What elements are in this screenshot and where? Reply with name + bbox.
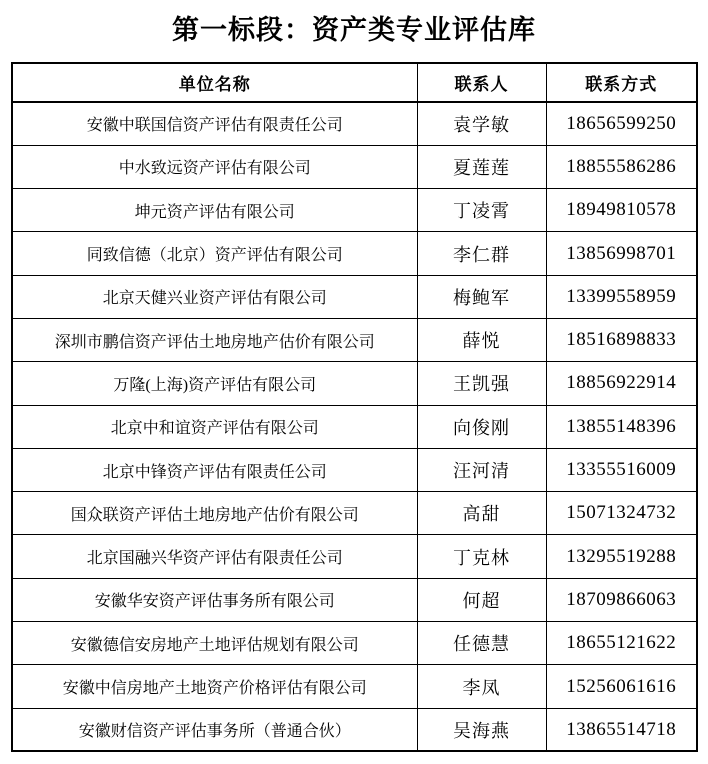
contact-cell: 汪河清 <box>417 448 546 491</box>
table-row <box>12 102 697 145</box>
contact-cell: 向俊刚 <box>417 405 546 448</box>
table-row <box>12 362 697 405</box>
table-row <box>12 232 697 275</box>
company-cell: 安徽华安资产评估事务所有限公司 <box>12 578 417 621</box>
table-row <box>12 665 697 708</box>
contact-cell: 袁学敏 <box>417 102 546 145</box>
phone-cell: 18949810578 <box>546 189 697 232</box>
contact-cell: 李凤 <box>417 665 546 708</box>
company-cell: 同致信德（北京）资产评估有限公司 <box>12 232 417 275</box>
contact-cell: 王凯强 <box>417 362 546 405</box>
phone-cell: 18856922914 <box>546 362 697 405</box>
phone-cell: 13295519288 <box>546 535 697 578</box>
contact-cell: 吴海燕 <box>417 708 546 751</box>
table-row <box>12 622 697 665</box>
contact-cell: 丁凌霄 <box>417 189 546 232</box>
company-cell: 安徽财信资产评估事务所（普通合伙） <box>12 708 417 751</box>
company-cell: 安徽德信安房地产土地评估规划有限公司 <box>12 622 417 665</box>
table-row <box>12 708 697 751</box>
contact-cell: 丁克林 <box>417 535 546 578</box>
contact-cell: 任德慧 <box>417 622 546 665</box>
table-row <box>12 145 697 188</box>
company-cell: 北京天健兴业资产评估有限公司 <box>12 275 417 318</box>
page-title: 第一标段：资产类专业评估库 <box>172 15 536 45</box>
header-contact: 联系人 <box>417 63 546 102</box>
table-row <box>12 578 697 621</box>
header-phone: 联系方式 <box>546 63 697 102</box>
table-row <box>12 492 697 535</box>
table-row <box>12 275 697 318</box>
phone-cell: 18709866063 <box>546 578 697 621</box>
phone-cell: 15071324732 <box>546 492 697 535</box>
phone-cell: 13856998701 <box>546 232 697 275</box>
phone-cell: 13865514718 <box>546 708 697 751</box>
company-cell: 万隆(上海)资产评估有限公司 <box>12 362 417 405</box>
header-row <box>12 63 697 102</box>
table-row <box>12 448 697 491</box>
phone-cell: 18655121622 <box>546 622 697 665</box>
contact-cell: 夏莲莲 <box>417 145 546 188</box>
phone-cell: 13355516009 <box>546 448 697 491</box>
contact-cell: 何超 <box>417 578 546 621</box>
phone-cell: 18516898833 <box>546 318 697 361</box>
phone-cell: 15256061616 <box>546 665 697 708</box>
table-row <box>12 405 697 448</box>
company-cell: 国众联资产评估土地房地产估价有限公司 <box>12 492 417 535</box>
contact-cell: 薛悦 <box>417 318 546 361</box>
company-cell: 深圳市鹏信资产评估土地房地产估价有限公司 <box>12 318 417 361</box>
company-cell: 坤元资产评估有限公司 <box>12 189 417 232</box>
contact-cell: 李仁群 <box>417 232 546 275</box>
table-row <box>12 535 697 578</box>
company-cell: 安徽中信房地产土地资产价格评估有限公司 <box>12 665 417 708</box>
phone-cell: 13399558959 <box>546 275 697 318</box>
contact-cell: 高甜 <box>417 492 546 535</box>
company-cell: 北京中锋资产评估有限责任公司 <box>12 448 417 491</box>
contact-cell: 梅鲍军 <box>417 275 546 318</box>
company-cell: 北京国融兴华资产评估有限责任公司 <box>12 535 417 578</box>
phone-cell: 18656599250 <box>546 102 697 145</box>
company-cell: 中水致远资产评估有限公司 <box>12 145 417 188</box>
company-cell: 安徽中联国信资产评估有限责任公司 <box>12 102 417 145</box>
phone-cell: 18855586286 <box>546 145 697 188</box>
table-row <box>12 189 697 232</box>
header-company: 单位名称 <box>12 63 417 102</box>
table-row <box>12 318 697 361</box>
phone-cell: 13855148396 <box>546 405 697 448</box>
company-cell: 北京中和谊资产评估有限公司 <box>12 405 417 448</box>
table-body <box>12 102 697 751</box>
contact-table <box>11 62 698 752</box>
